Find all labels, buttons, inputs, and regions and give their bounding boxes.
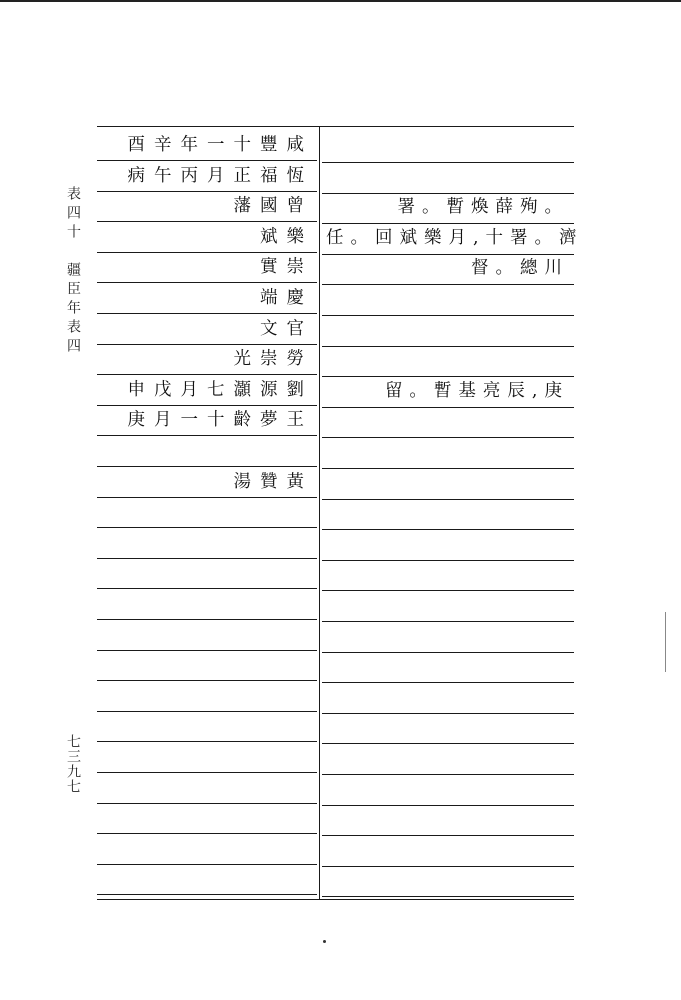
table-cell-right [326,284,569,314]
table-cell-right [326,406,569,436]
table-cell-right [326,315,569,345]
scan-mark [665,612,666,672]
table-cell-left [99,773,313,803]
table-cell-left [99,803,313,833]
table-cell-left [99,497,313,527]
table-cell-right [326,529,569,559]
table-cell-left [99,681,313,711]
table-cell-left [99,864,313,894]
table-cell-right [326,804,569,834]
table-cell-right [326,559,569,589]
table-cell-left: 湯贊黃 [233,472,313,492]
row-rule-left [97,894,317,895]
table-cell-right [326,712,569,742]
table-cell-right: 督。總川 [471,258,569,278]
table-cell-right [326,743,569,773]
table-cell-left [99,650,313,680]
table-cell-left [99,742,313,772]
column-divider [319,126,320,899]
scan-top-border [0,0,681,2]
scan-speck [323,940,326,943]
table-cell-right: 留。暫基亮辰,庚 [384,381,569,401]
table-cell-right [326,621,569,651]
table-cell-left: 斌樂 [260,227,313,247]
table-cell-left: 病午丙月正福恆 [127,166,313,186]
table-cell-left [99,834,313,864]
table-cell-left: 酉辛年一十豐咸 [127,135,313,155]
table-cell-right [326,162,569,192]
page-number: 七三九七 [65,734,81,794]
row-rule-right [322,896,574,897]
table-bottom-rule [97,899,574,900]
table-cell-right [326,498,569,528]
side-margin-label: 表四十 疆臣年表四 [65,186,81,357]
table-cell-left: 藩國曾 [233,196,313,216]
table-cell-left: 文官 [260,319,313,339]
table-cell-left: 光崇勞 [233,349,313,369]
table-cell-left [99,620,313,650]
table-cell-right [326,835,569,865]
table-cell-right [326,682,569,712]
table-cell-right [326,437,569,467]
table-cell-left [99,589,313,619]
table-cell-left: 庚月一十齡夢王 [127,410,313,430]
table-cell-right: 署。暫煥薛殉。 [397,197,569,217]
table-cell-left [99,436,313,466]
table-cell-left: 申戊月七灝源劉 [127,380,313,400]
table-cell-left [99,528,313,558]
table-cell-right [326,131,569,161]
table-cell-right [326,468,569,498]
table-cell-left: 實崇 [260,257,313,277]
table-cell-right: 任。回斌樂月,十署。濟 [326,228,584,248]
table-cell-left: 端慶 [260,288,313,308]
table-cell-right [326,774,569,804]
table-cell-left [99,711,313,741]
table-top-rule [97,126,574,127]
table-cell-right [326,590,569,620]
table-cell-right [326,865,569,895]
table-cell-left [99,558,313,588]
table-cell-right [326,345,569,375]
table-cell-right [326,651,569,681]
